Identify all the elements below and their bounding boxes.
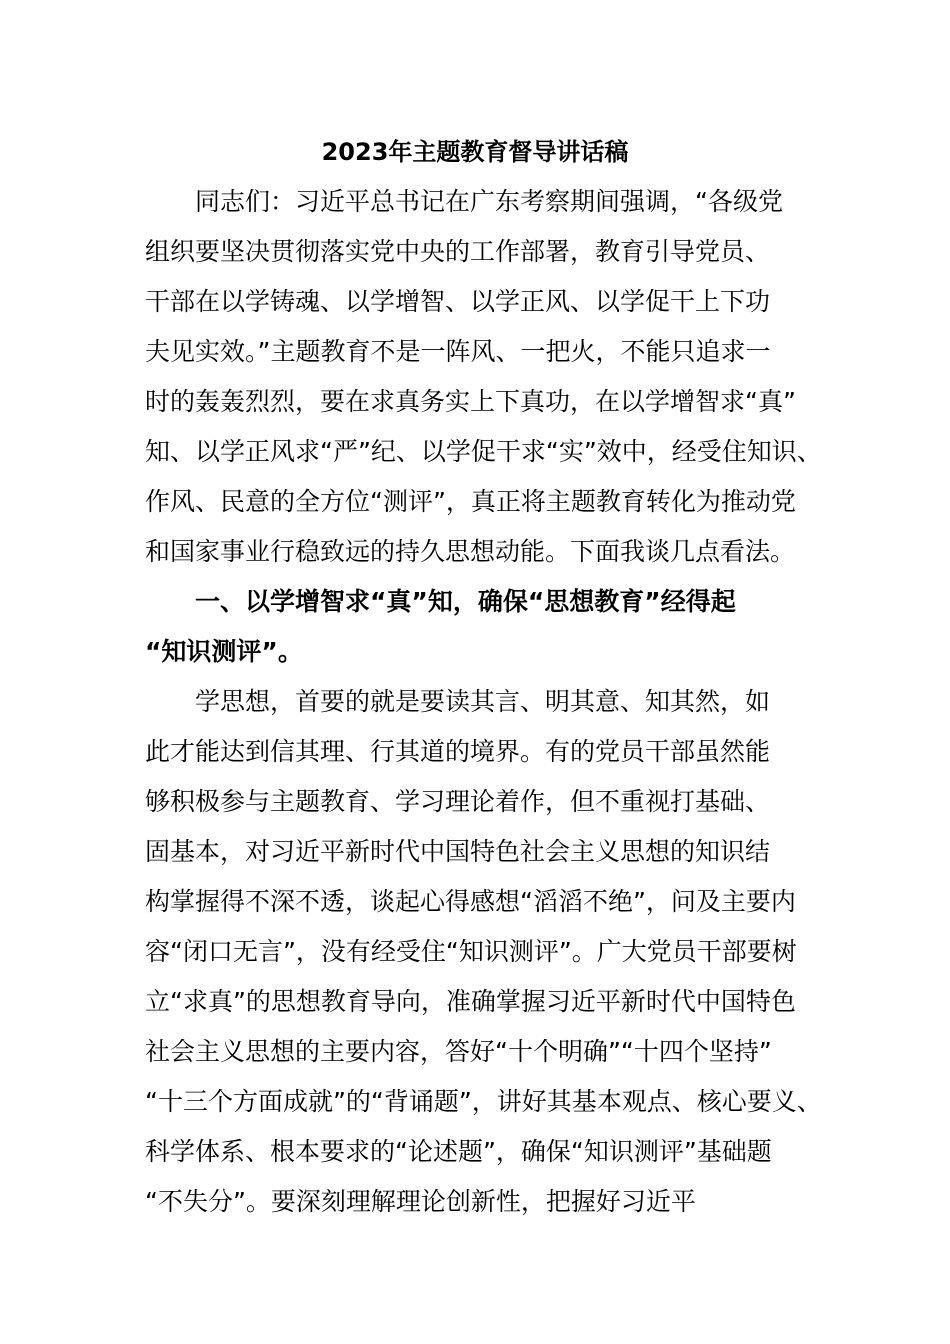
paragraph-line: “不失分”。要深刻理解理论创新性，把握好习近平	[145, 1187, 696, 1216]
paragraph-line: “十三个方面成就”的“背诵题”，讲好其基本观点、核心要义、	[145, 1087, 822, 1116]
paragraph-line: 作风、民意的全方位“测评”，真正将主题教育转化为推动党	[145, 487, 796, 516]
section-heading: “知识测评”。	[145, 637, 303, 666]
paragraph-line: 构掌握得不深不透，谈起心得感想“滔滔不绝”，问及主要内	[145, 887, 796, 916]
paragraph-line: 知、以学正风求“严”纪、以学促干求“实”效中，经受住知识、	[145, 437, 822, 466]
paragraph-line: 社会主义思想的主要内容，答好“十个明确”“十四个坚持”	[145, 1037, 772, 1066]
paragraph-line: 够积极参与主题教育、学习理论着作，但不重视打基础、	[145, 787, 771, 816]
paragraph-line: 干部在以学铸魂、以学增智、以学正风、以学促干上下功	[145, 287, 771, 316]
paragraph-line: 夫见实效。”主题教育不是一阵风、一把火，不能只追求一	[145, 337, 771, 366]
section-heading: 一、以学增智求“真”知，确保“思想教育”经得起	[195, 587, 736, 616]
paragraph-line: 时的轰轰烈烈，要在求真务实上下真功，在以学增智求“真”	[145, 387, 796, 416]
paragraph-line: 和国家事业行稳致远的持久思想动能。下面我谈几点看法。	[145, 537, 796, 566]
paragraph-line: 组织要坚决贯彻落实党中央的工作部署，教育引导党员、	[145, 237, 771, 266]
paragraph-line: 同志们：习近平总书记在广东考察期间强调，“各级党	[195, 187, 783, 216]
document-title: 2023年主题教育督导讲话稿	[321, 138, 629, 166]
paragraph-line: 容“闭口无言”，没有经受住“知识测评”。广大党员干部要树	[145, 937, 797, 966]
paragraph-line: 固基本，对习近平新时代中国特色社会主义思想的知识结	[145, 837, 771, 866]
paragraph-line: 此才能达到信其理、行其道的境界。有的党员干部虽然能	[145, 737, 771, 766]
paragraph-line: 科学体系、根本要求的“论述题”，确保“知识测评”基础题	[145, 1137, 772, 1166]
paragraph-line: 学思想，首要的就是要读其言、明其意、知其然，如	[195, 687, 771, 716]
paragraph-line: 立“求真”的思想教育导向，准确掌握习近平新时代中国特色	[145, 987, 796, 1016]
